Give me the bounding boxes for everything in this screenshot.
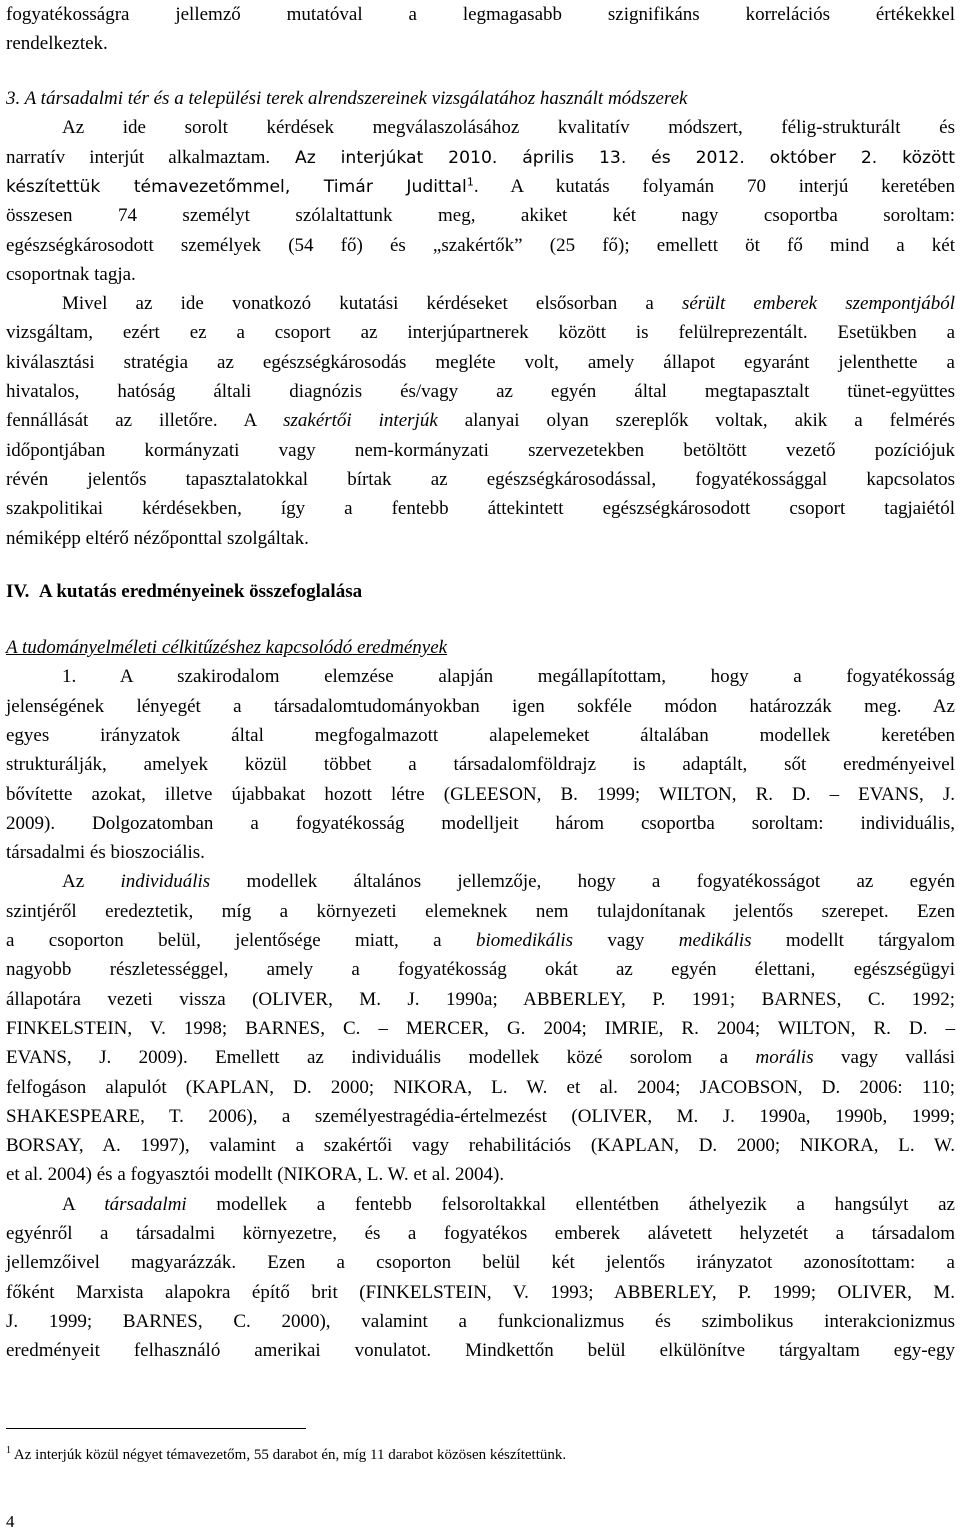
footnote-separator bbox=[6, 1428, 306, 1429]
text-line bbox=[6, 406, 955, 435]
subheading-text: A tudományelméleti célkitűzéshez kapcsolódó eredmények bbox=[6, 637, 448, 658]
text-line: rendelkeztek. bbox=[6, 33, 108, 55]
text-span: EVANS, J. 2009). Emellett az individuális modellek közé sorolom a bbox=[6, 1047, 756, 1069]
text-line: 2009). Dolgozatomban a fogyatékosság modelljeit három csoportba soroltam: individuális, bbox=[6, 812, 955, 834]
text-span: modellek a fentebb felsoroltakkal ellentétben áthelyezik a hangsúlyt az bbox=[186, 1193, 955, 1215]
text-line: Az ide sorolt kérdések megválaszolásához kvalitatív módszert, félig-strukturált és bbox=[62, 117, 955, 139]
text-span: alanyai olyan szereplők voltak, akik a felmérés bbox=[437, 410, 956, 432]
text-span: individuális bbox=[120, 871, 211, 893]
text-line: strukturálják, amelyek közül többet a társadalomföldrajz is adaptált, sőt eredményeivel bbox=[6, 754, 955, 776]
text-span: narratív interjút alkalmaztam. bbox=[6, 146, 271, 168]
text-line: felfogáson alapulót (KAPLAN, D. 2000; NIKORA, L. W. et al. 2004; JACOBSON, D. 2006: 110; bbox=[6, 1076, 955, 1098]
section-title: A kutatás eredményeinek összefoglalása bbox=[38, 581, 363, 602]
text-line bbox=[6, 926, 955, 955]
text-span: modellt tárgyalom bbox=[751, 930, 955, 951]
text-span: sérült emberek szempontjából bbox=[681, 293, 956, 315]
text-line: némiképp eltérő nézőponttal szolgáltak. bbox=[6, 527, 309, 549]
text-line: J. 1999; BARNES, C. 2000), valamint a funkcionalizmus és szimbolikus interakcionizmus bbox=[6, 1310, 955, 1332]
text-span: Az interjúkat 2010. április 13. és 2012. október 2. között bbox=[270, 147, 955, 168]
text-line: kiválasztási stratégia az egészségkárosodás megléte volt, amely állapot egyaránt jelenthette a bbox=[6, 351, 955, 373]
text-line: SHAKESPEARE, T. 2006), a személyestragédia-értelmezést (OLIVER, M. J. 1990a, 1990b, 1999; bbox=[6, 1105, 955, 1127]
text-line: FINKELSTEIN, V. 1998; BARNES, C. – MERCER, G. 2004; IMRIE, R. 2004; WILTON, R. D. – bbox=[6, 1017, 955, 1039]
text-line: főként Marxista alapokra építő brit (FINKELSTEIN, V. 1993; ABBERLEY, P. 1999; OLIVER, M. bbox=[6, 1281, 955, 1303]
footnote-marker: 1 bbox=[6, 1445, 11, 1456]
text-span: vagy vallási bbox=[813, 1047, 956, 1069]
text-line: 1. A szakirodalom elemzése alapján megállapítottam, hogy a fogyatékosság bbox=[62, 666, 955, 688]
text-span: készítettük témavezetőmmel, Timár Judittal bbox=[6, 176, 467, 197]
text-span: Az bbox=[62, 871, 121, 893]
section-number: IV. bbox=[6, 581, 30, 602]
text-span: biomedikális bbox=[475, 930, 574, 951]
text-line: jellemzőivel magyarázzák. Ezen a csoporton belül két jelentős irányzatot azonosítottam: a bbox=[6, 1252, 955, 1274]
text-line: et al. 2004) és a fogyasztói modellt (NIKORA, L. W. et al. 2004). bbox=[6, 1164, 505, 1186]
text-line: összesen 74 személyt szólaltattunk meg, akiket két nagy csoportba soroltam: bbox=[6, 205, 955, 227]
text-line: hivatalos, hatóság általi diagnózis és/vagy az egyén által megtapasztalt tünet-együttes bbox=[6, 381, 955, 402]
section-heading bbox=[6, 577, 955, 606]
text-span: a csoporton belül, jelentősége miatt, a bbox=[6, 930, 476, 951]
text-line: fogyatékosságra jellemző mutatóval a legmagasabb szignifikáns korrelációs értékekkel bbox=[6, 4, 955, 25]
page-number: 4 bbox=[6, 1512, 15, 1531]
text-line: állapotára vezeti vissza (OLIVER, M. J. 1990a; ABBERLEY, P. 1991; BARNES, C. 1992; bbox=[6, 988, 955, 1010]
footnote bbox=[6, 1443, 946, 1467]
text-line: szakpolitikai kérdésekben, így a fentebb áttekintett egészségkárosodott csoport tagjaiétól bbox=[6, 498, 955, 520]
text-line: révén jelentős tapasztalatokkal bírtak az egészségkárosodással, fogyatékossággal kapcsolatos bbox=[6, 468, 955, 490]
text-span: medikális bbox=[678, 930, 752, 951]
footnote-text: Az interjúk közül négyet témavezetőm, 55 darabot én, míg 11 darabot közösen készítettünk. bbox=[11, 1447, 567, 1463]
text-line: BORSAY, A. 1997), valamint a szakértői vagy rehabilitációs (KAPLAN, D. 2000; NIKORA, L. W. bbox=[6, 1135, 955, 1157]
text-line bbox=[62, 867, 955, 896]
text-line: társadalmi és bioszociális. bbox=[6, 842, 205, 864]
text-line: egyénről a társadalmi környezetre, és a fogyatékos emberek alávetett helyzetét a társadalom bbox=[6, 1223, 955, 1244]
text-span: szakértői interjúk bbox=[283, 410, 438, 432]
text-line bbox=[62, 289, 955, 318]
text-line bbox=[6, 143, 955, 172]
footnote-ref: 1 bbox=[466, 175, 474, 189]
text-line: időpontjában kormányzati vagy nem-kormányzati szervezetekben betöltött vezető pozíciójuk bbox=[6, 439, 955, 461]
text-span: vagy bbox=[573, 930, 679, 951]
text-line: szintjéről eredeztetik, míg a környezeti elemeknek nem tulajdonítanak jelentős szerepet. Ezen bbox=[6, 900, 955, 922]
subheading bbox=[6, 633, 955, 662]
text-line: egyes irányzatok által megfogalmazott alapelemeket általában modellek keretében bbox=[6, 724, 955, 746]
text-line: vizsgáltam, ezért ez a csoport az interjúpartnerek között is felülreprezentált. Esetükben a bbox=[6, 322, 955, 344]
text-span: társadalmi bbox=[104, 1193, 187, 1215]
text-line: eredményeit felhasználó amerikai vonulatot. Mindkettőn belül elkülönítve tárgyaltam egy-egy bbox=[6, 1340, 955, 1362]
text-line: egészségkárosodott személyek (54 fő) és „szakértők” (25 fő); emellett öt fő mind a két bbox=[6, 234, 955, 256]
text-line: bővítette azokat, illetve újabbakat hozott létre (GLEESON, B. 1999; WILTON, R. D. – EVANS, J. bbox=[6, 783, 955, 805]
text-span: fennállását az illetőre. A bbox=[6, 410, 284, 432]
text-span: modellek általános jellemzője, hogy a fogyatékosságot az egyén bbox=[210, 871, 956, 893]
text-line: csoportnak tagja. bbox=[6, 263, 136, 285]
text-span: morális bbox=[755, 1047, 814, 1069]
subsection-heading: 3. A társadalmi tér és a települési terek alrendszereinek vizsgálatához használt módszerek bbox=[6, 88, 688, 109]
text-line: jelenségének lényegét a társadalomtudományokban igen sokféle módon határozzák meg. Az bbox=[6, 695, 955, 717]
text-span: A bbox=[62, 1193, 105, 1215]
text-span: Mivel az ide vonatkozó kutatási kérdéseket elsősorban a bbox=[62, 293, 682, 315]
text-line bbox=[6, 1043, 955, 1072]
text-line: nagyobb részletességgel, amely a fogyatékosság okát az egyén élettani, egészségügyi bbox=[6, 959, 955, 981]
text-span: . A kutatás folyamán 70 interjú keretében bbox=[473, 175, 955, 197]
text-line bbox=[62, 1190, 955, 1219]
text-line bbox=[6, 172, 955, 201]
